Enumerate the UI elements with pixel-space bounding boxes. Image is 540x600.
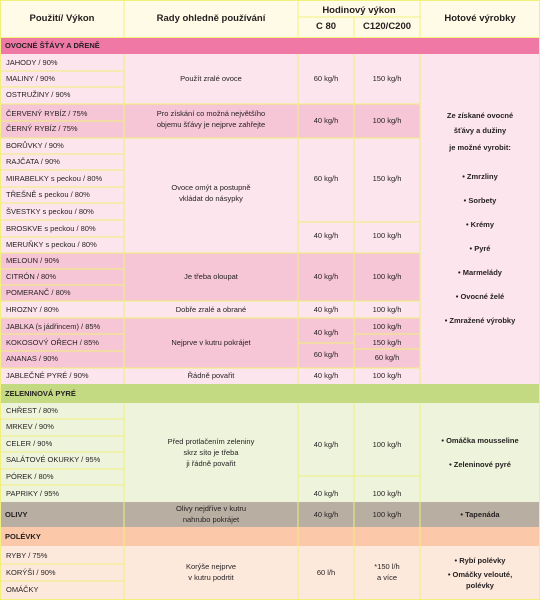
- list-item: POMERANČ / 80%: [6, 288, 71, 297]
- product-text: šťávy a dužiny: [453, 126, 507, 135]
- c120-value: 100 kg/h: [372, 322, 402, 331]
- list-item: ČERVENÝ RYBÍZ / 75%: [6, 109, 88, 118]
- fruit-section-title: OVOCNÉ ŠŤÁVY A DŘENĚ: [5, 41, 100, 50]
- product-text: Ze získané ovocné: [446, 111, 514, 120]
- advice-text: skrz síto je třeba: [183, 448, 239, 457]
- product-item: • Omáčka mousseline: [441, 436, 519, 445]
- product-item: • Krémy: [465, 220, 495, 229]
- header-advice: Rady ohledně používání: [156, 13, 266, 24]
- list-item: SALÁTOVÉ OKURKY / 95%: [6, 455, 101, 464]
- advice-text: Nejprve v kutru pokrájet: [171, 338, 251, 347]
- advice-text: v kutru podrtit: [188, 573, 234, 582]
- c80-value: 40 kg/h: [313, 510, 339, 519]
- list-item: MIRABELKY s peckou / 80%: [6, 174, 103, 183]
- c120-value: 60 kg/h: [374, 353, 400, 362]
- product-item: • Pyré: [469, 244, 491, 253]
- advice-text: vkládat do násypky: [179, 194, 243, 203]
- c80-value: 60 kg/h: [313, 174, 339, 183]
- list-item: BROSKVE s peckou / 80%: [6, 224, 96, 233]
- list-item: MERUŇKY s peckou / 80%: [6, 240, 97, 249]
- veg-section-title: ZELENINOVÁ PYRÉ: [5, 389, 76, 398]
- list-item: ANANAS / 90%: [6, 354, 59, 363]
- soup-section-title: POLÉVKY: [5, 532, 41, 541]
- c80-value: 40 kg/h: [313, 371, 339, 380]
- c120-value: 100 kg/h: [372, 231, 402, 240]
- advice-text: ji řádně povařit: [186, 459, 236, 468]
- product-item: • Omáčky velouté,: [447, 570, 513, 579]
- advice-text: Dobře zralé a obrané: [175, 305, 247, 314]
- product-text: je možné vyrobit:: [449, 143, 511, 152]
- c80-value: 40 kg/h: [313, 272, 339, 281]
- list-item: CELER / 90%: [6, 439, 53, 448]
- list-item: MELOUN / 90%: [6, 256, 60, 265]
- c80-value: 40 kg/h: [313, 440, 339, 449]
- c80-value: 60 kg/h: [313, 74, 339, 83]
- list-item: MRKEV / 90%: [6, 422, 54, 431]
- c80-value: 40 kg/h: [313, 231, 339, 240]
- c80-value: 40 kg/h: [313, 489, 339, 498]
- list-item: PAPRIKY / 95%: [6, 489, 60, 498]
- c120-value: *150 l/h: [374, 562, 400, 571]
- header-hourly: Hodinový výkon: [322, 5, 396, 16]
- c80-value: 60 l/h: [316, 568, 336, 577]
- header-use: Použití/ Výkon: [29, 13, 95, 24]
- list-item: OSTRUŽINY / 90%: [6, 90, 71, 99]
- c120-value: 100 kg/h: [372, 371, 402, 380]
- c120-value: 150 kg/h: [372, 338, 402, 347]
- header-c120: C120/C200: [362, 21, 412, 32]
- list-item: CITRÓN / 80%: [6, 272, 57, 281]
- list-item: KORÝŠI / 90%: [6, 568, 56, 577]
- advice-text: Před protlačením zeleniny: [167, 437, 255, 446]
- advice-text: Korýše nejprve: [185, 562, 237, 571]
- product-item: • Marmelády: [458, 268, 502, 277]
- list-item: ČERNÝ RYBÍZ / 75%: [6, 124, 78, 133]
- c120-value: 100 kg/h: [372, 305, 402, 314]
- list-item: CHŘEST / 80%: [6, 406, 58, 415]
- c120-value: 100 kg/h: [372, 510, 402, 519]
- product-item: • Ovocné želé: [455, 292, 505, 301]
- list-item: MALINY / 90%: [6, 74, 56, 83]
- advice-text: Olivy nejdříve v kutru: [175, 504, 247, 513]
- olive-section-title: OLIVY: [5, 510, 28, 519]
- product-item: • Zmrzliny: [462, 172, 498, 181]
- list-item: TŘEŠNĚ s peckou / 80%: [6, 190, 90, 199]
- advice-text: Je třeba oloupat: [184, 272, 238, 281]
- advice-text: Použít zralé ovoce: [180, 74, 242, 83]
- product-item: • Rybí polévky: [454, 556, 506, 565]
- product-item: polévky: [466, 581, 494, 590]
- list-item: HROZNY / 80%: [6, 305, 59, 314]
- list-item: RAJČATA / 90%: [6, 157, 60, 166]
- c120-value: 150 kg/h: [372, 74, 402, 83]
- product-item: • Sorbety: [463, 196, 497, 205]
- list-item: JABLKA (s jádřincem) / 85%: [6, 322, 101, 331]
- list-item: JABLEČNÉ PYRÉ / 90%: [6, 371, 89, 380]
- c120-value: 100 kg/h: [372, 272, 402, 281]
- c80-value: 40 kg/h: [313, 305, 339, 314]
- advice-text: Ovoce omýt a postupně: [171, 183, 251, 192]
- c120-value: 100 kg/h: [372, 489, 402, 498]
- c80-value: 40 kg/h: [313, 328, 339, 337]
- c120-value: 150 kg/h: [372, 174, 402, 183]
- advice-text: Řádně povařit: [187, 371, 235, 380]
- list-item: ŠVESTKY s peckou / 80%: [6, 207, 94, 216]
- list-item: JAHODY / 90%: [6, 58, 58, 67]
- list-item: OMÁČKY: [6, 585, 39, 594]
- product-item: • Zeleninové pyré: [449, 460, 511, 469]
- product-item: • Tapenáda: [460, 510, 500, 519]
- list-item: PÓREK / 80%: [6, 472, 54, 481]
- c80-value: 60 kg/h: [313, 350, 339, 359]
- list-item: BORŮVKY / 90%: [6, 141, 64, 150]
- list-item: RYBY / 75%: [6, 551, 48, 560]
- c80-value: 40 kg/h: [313, 116, 339, 125]
- advice-text: objemu šťávy je nejprve zahřejte: [156, 120, 266, 129]
- c120-value: 100 kg/h: [372, 116, 402, 125]
- product-item: • Zmražené výrobky: [444, 316, 516, 325]
- c120-value: a více: [376, 573, 397, 582]
- c120-value: 100 kg/h: [372, 440, 402, 449]
- header-products: Hotové výrobky: [444, 13, 516, 24]
- list-item: KOKOSOVÝ OŘECH / 85%: [6, 338, 99, 347]
- advice-text: nahrubo pokrájet: [182, 515, 240, 524]
- header-c80: C 80: [315, 21, 337, 32]
- advice-text: Pro získání co možná největšího: [156, 109, 266, 118]
